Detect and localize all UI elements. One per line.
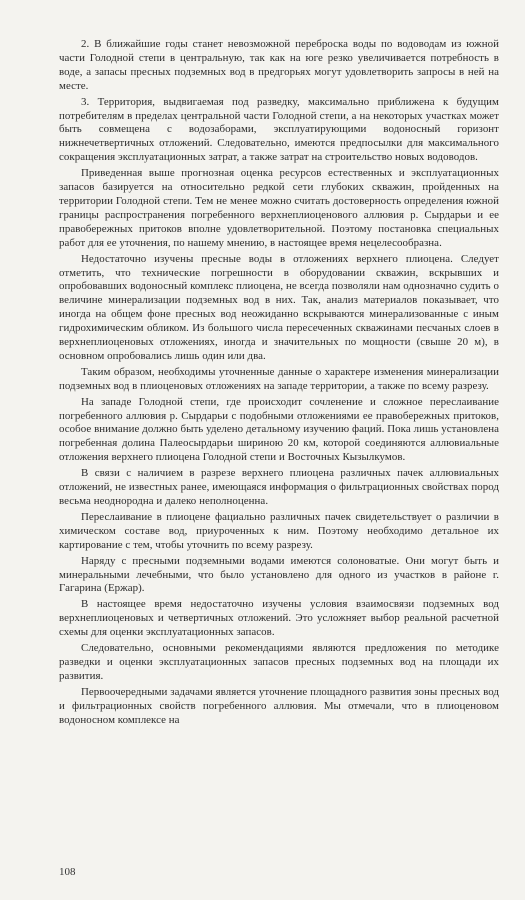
body-text (59, 38, 499, 730)
page-number: 108 (59, 866, 76, 878)
paragraph-1: 2. В ближайшие годы станет невозможной переброска воды по водоводам из южной части Голодной степи в центральную, так как на юге резко увеличивается потребность в воде, а запасы пресных подземных вод в предгорьях могут удовлетворить запросы в ней на месте. (59, 38, 499, 92)
paragraph-6: На западе Голодной степи, где происходит сочленение и сложное переслаивание погребенного аллювия р. Сырдарьи с подобными отложениями ее правобережных притоков, особое внимание должно быть уделено детальному изучению фаций. Пока лишь установлена погребенная долина Палеосырдарьи шириною 20 км, которой соединяются аллювиальные отложения верхнего плиоцена Голодной степи и Восточных Кызылкумов. (59, 395, 499, 464)
paragraph-8: Переслаивание в плиоцене фациально различных пачек свидетельствует о различии в химическом составе вод, приуроченных к ним. Поэтому необходимо детальное их картирование с тем, чтобы уточнить по всему разрезу. (59, 510, 499, 551)
paragraph-9: Наряду с пресными подземными водами имеются солоноватые. Они могут быть и минеральными лечебными, что было установлено для одного из участков в районе г. Гагарина (Ержар). (59, 554, 499, 595)
paragraph-10: В настоящее время недостаточно изучены условия взаимосвязи подземных вод верхнеплиоценовых и четвертичных отложений. Это усложняет выбор реальной расчетной схемы для оценки эксплуатационных запасов. (59, 598, 499, 639)
paragraph-7: В связи с наличием в разрезе верхнего плиоцена различных пачек аллювиальных отложений, не известных ранее, имеющаяся информация о фильтрационных свойствах пород весьма неоднородна и далеко неполноценна. (59, 467, 499, 507)
paragraph-12: Первоочередными задачами является уточнение площадного развития зоны пресных вод и фильтрационных свойств погребенного аллювия. Мы отмечали, что в плиоценовом водоносном комплексе на (59, 685, 499, 726)
paragraph-2: 3. Территория, выдвигаемая под разведку, максимально приближена к будущим потребителям в пределах центральной части Голодной степи, а на некоторых участках может быть совмещена с водозаборами, эксплуатирующими водоносный горизонт нижнечетвертичных отложений. Следовательно, имеются предпосылки для максимального сокращения эксплуатационных затрат, а также затрат на строительство новых водоводов. (59, 95, 499, 164)
paragraph-5: Таким образом, необходимы уточненные данные о характере изменения минерализации подземных вод в плиоценовых отложениях на западе территории, а также по всему разрезу. (59, 365, 499, 392)
paragraph-4: Недостаточно изучены пресные воды в отложениях верхнего плиоцена. Следует отметить, что технические погрешности в оборудовании скважин, вскрывших и опробовавших водоносный комплекс плиоцена, не всегда позволяли нам однозначно судить о величине минерализации подземных вод в них. Так, анализ материалов показывает, что иногда на общем фоне пресных вод неожиданно вскрываются минерализованные с иным гидрохимическим обликом. Из большого числа пересеченных скважинами песчаных слоев в верхнеплиоценовых отложениях, иногда и значительных по мощности (свыше 20 м), в основном опробовались лишь один или два. (59, 252, 499, 362)
paragraph-11: Следовательно, основными рекомендациями являются предложения по методике разведки и оценки эксплуатационных запасов пресных подземных вод на площади их развития. (59, 642, 499, 682)
paragraph-3: Приведенная выше прогнозная оценка ресурсов естественных и эксплуатационных запасов базируется на относительно редкой сети глубоких скважин, пройденных на территории Голодной степи. Тем не менее можно считать достоверность определения южной границы распространения погребенного верхнеплиоценового аллювия р. Сырдарьи и ее правобережных притоков вполне удовлетворительной. Поэтому постановка специальных работ для ее уточнения, по нашему мнению, в настоящее время нецелесообразна. (59, 167, 499, 249)
